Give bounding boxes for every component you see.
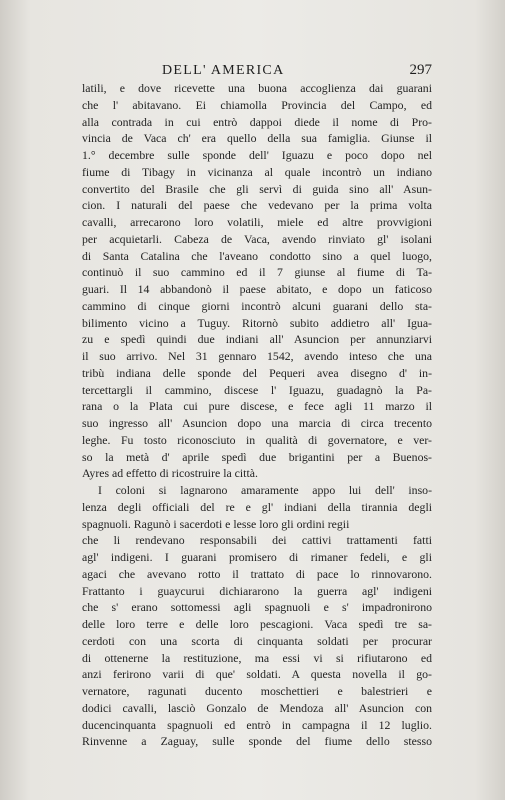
text-line: 1.° decembre sulle sponde dell' Iguazu e poco dopo nel <box>82 148 432 162</box>
text-line: vernatore, ragunati ducento moschettieri e balestrieri e <box>82 684 432 698</box>
text-line: alla contrada in cui entrò dappoi diede il nome di Pro- <box>82 114 432 129</box>
text-line: I coloni si lagnarono amaramente appo lui dell' inso- <box>98 483 432 497</box>
text-line: che s' erano sottomessi agli spagnuoli e s' impadronirono <box>82 600 432 615</box>
text-line: cammino di cinque giorni incontrò alcuni guarani dello sta- <box>82 298 432 313</box>
text-line: suo ingresso all' Asuncion dopo una marcia di circa trecento <box>82 416 432 430</box>
text-line: anzi ferirono varii di que' soldati. A questa novella il go- <box>82 667 432 682</box>
text-line: Rinvenne a Zaguay, sulle sponde del fiume dello stesso <box>82 734 432 749</box>
paragraph-2 <box>82 482 432 750</box>
text-line: tribù indiana delle sponde del Pequeri avea disegno d' in- <box>82 365 432 380</box>
page-header <box>82 60 432 82</box>
page-number: 297 <box>409 62 432 78</box>
body-text <box>82 80 432 750</box>
text-line: cion. I naturali del paese che vedevano per la prima volta <box>82 198 432 213</box>
text-line: leghe. Fu tosto riconosciuto in qualità di governatore, e ver- <box>82 432 432 447</box>
text-line: il suo arrivo. Nel 31 gennaro 1542, avendo inteso che una <box>82 349 432 363</box>
paragraph-1 <box>82 80 432 482</box>
text-line: vincia de Vaca ch' era quello della sua famiglia. Giunse il <box>82 131 432 146</box>
text-line: agl' indigeni. I guarani promisero di rimaner fedeli, e gli <box>82 550 432 564</box>
text-line: che l' abitavano. Ei chiamolla Provincia del Campo, ed <box>82 97 432 112</box>
text-line: so la metà d' aprile spedì due brigantini per a Buenos- <box>82 449 432 464</box>
text-line: lenza degli officiali del re e gl' indiani della tirannia degli <box>82 499 432 514</box>
text-line: ducencinquanta spagnuoli ed entrò in campagna il 12 luglio. <box>82 717 432 732</box>
text-line: di Santa Catalina che l'aveano condotto sino a quel luogo, <box>82 248 432 263</box>
text-line: cerdoti con una scorta di cinquanta soldati per procurar <box>82 633 432 648</box>
text-line: tercettargli il cammino, discese l' Iguazu, guadagnò la Pa- <box>82 382 432 397</box>
text-line: per acquietarli. Cabeza de Vaca, avendo rinviato gl' isolani <box>82 231 432 246</box>
text-line: continuò il suo cammino ed il 7 giunse al fiume di Ta- <box>82 265 432 280</box>
text-line: bilimento vicino a Tuguy. Ritornò subito addietro all' Igua- <box>82 315 432 330</box>
text-line: cavalli, arrecarono loro volatili, miele ed altre provvigioni <box>82 215 432 229</box>
text-line: zu e spedì quindi due indiani all' Asuncion per annunziarvi <box>82 332 432 347</box>
text-line: spagnuoli. Ragunò i sacerdoti e lesse loro gli ordini regii <box>82 516 350 531</box>
text-line: delle loro terre e delle loro pescagioni. Vaca spedì tre sa- <box>82 617 432 631</box>
text-line: latili, e dove ricevette una buona accoglienza dai guarani <box>82 81 432 95</box>
text-line: convertito del Brasile che gli servì di guida sino all' Asun- <box>82 181 432 196</box>
text-line: fiume di Tibagy in vicinanza al quale incontrò un indiano <box>82 164 432 179</box>
text-line: dodici cavalli, lasciò Gonzalo de Mendoza all' Asuncion con <box>82 700 432 715</box>
text-line: di ottenerne la restituzione, ma essi vi si rifiutarono ed <box>82 650 432 665</box>
running-head: DELL' AMERICA <box>162 63 285 78</box>
text-line: Ayres ad effetto di ricostruire la città. <box>82 466 258 481</box>
text-line: rana o la Plata cui pure discese, e fece agli 11 marzo il <box>82 399 432 414</box>
text-line: agaci che avevano rotto il trattato di pace lo rinnovarono. <box>82 566 432 581</box>
text-line: Frattanto i guaycurui dichiararono la guerra agl' indigeni <box>82 583 432 598</box>
text-line: che li rendevano responsabili dei cattivi trattamenti fatti <box>82 533 432 548</box>
text-line: guari. Il 14 abbandonò il paese abitato, e dopo un faticoso <box>82 282 432 296</box>
